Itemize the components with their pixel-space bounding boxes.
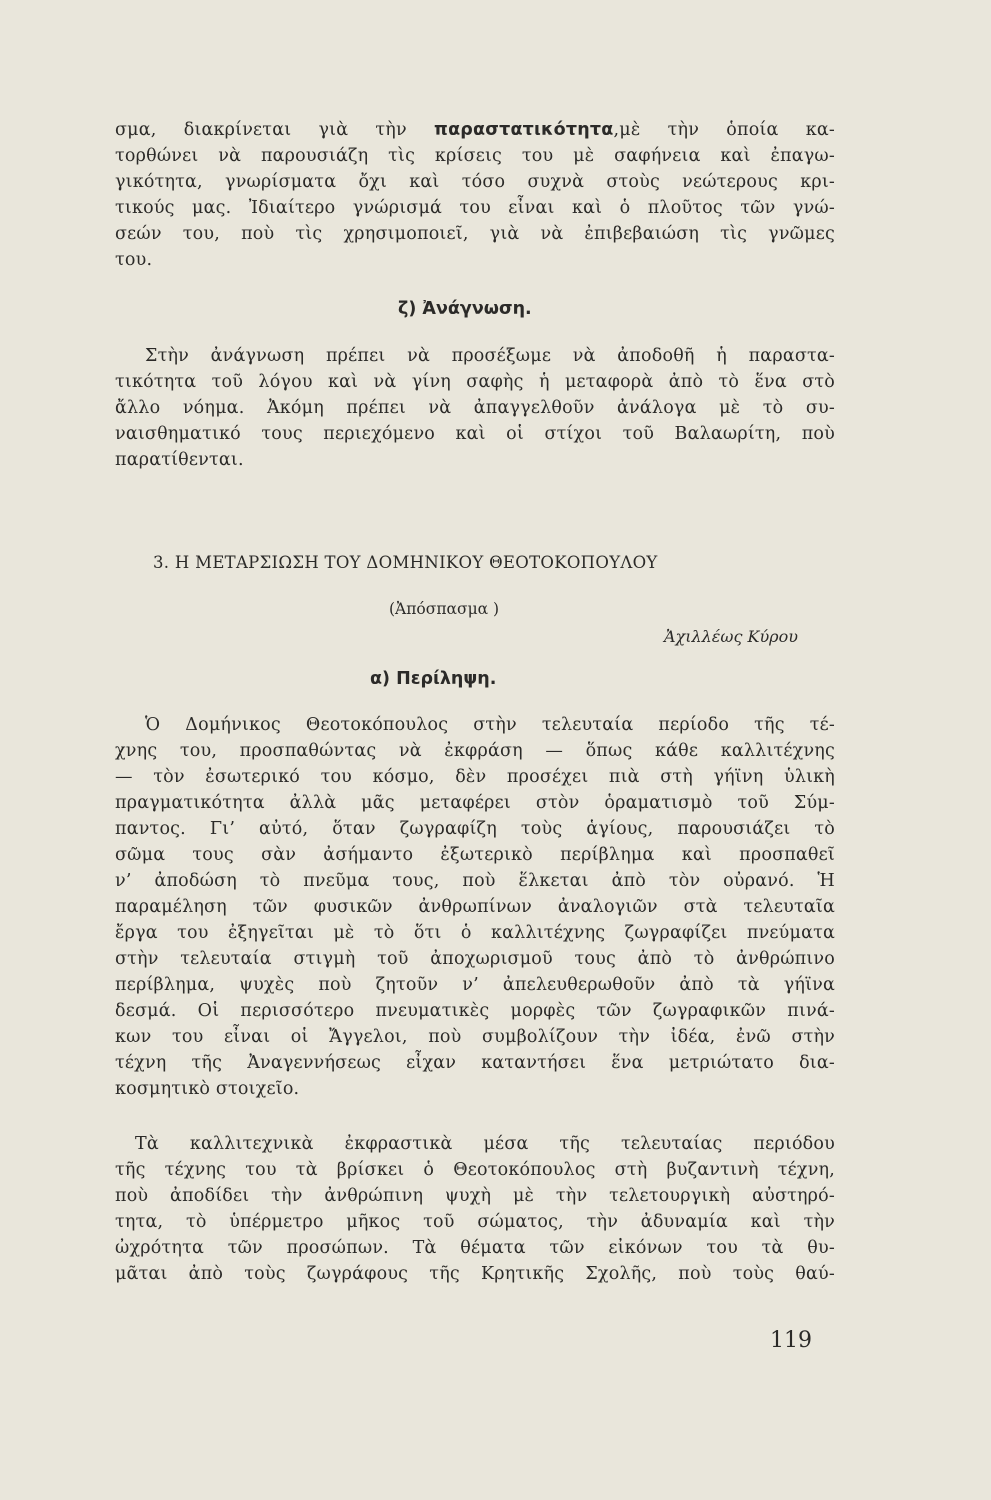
text-line: του. <box>115 250 153 270</box>
text-line: — τὸν ἐσωτερικό του κόσμο, δὲν προσέχει πιὰ στὴ γήϊνη ὑλικὴ <box>115 767 835 787</box>
text-line: ν’ ἀποδώση τὸ πνεῦμα τους, ποὺ ἕλκεται ἀπὸ τὸν οὐρανό. Ἡ <box>115 871 835 891</box>
text-line: τορθώνει νὰ παρουσιάζη τὶς κρίσεις του μὲ σαφήνεια καὶ ἐπαγω- <box>115 146 835 166</box>
text-line: χνης του, προσπαθώντας νὰ ἐκφράση — ὅπως κάθε καλλιτέχνης <box>115 741 835 761</box>
text-line: ἔργα του ἐξηγεῖται μὲ τὸ ὅτι ὁ καλλιτέχνης ζωγραφίζει πνεύματα <box>115 923 835 943</box>
text-line: περίβλημα, ψυχὲς ποὺ ζητοῦν ν’ ἀπελευθερωθοῦν ἀπὸ τὰ γήϊνα <box>115 975 835 995</box>
text-line: ποὺ ἀποδίδει τὴν ἀνθρώπινη ψυχὴ μὲ τὴν τελετουργικὴ αὐστηρό- <box>115 1186 835 1206</box>
author-name: Ἀχιλλέως Κύρου <box>664 627 798 646</box>
text-line: σμα, διακρίνεται γιὰ τὴν παραστατικότητα,μὲ τὴν ὁποία κα- <box>115 120 835 140</box>
text-line: δεσμά. Οἱ περισσότερο πνευματικὲς μορφὲς τῶν ζωγραφικῶν πινά- <box>115 1001 835 1021</box>
text-line: ἄλλο νόημα. Ἀκόμη πρέπει νὰ ἀπαγγελθοῦν ἀνάλογα μὲ τὸ συ- <box>115 398 835 418</box>
section-title: 3. Η ΜΕΤΑΡΣΙΩΣΗ ΤΟΥ ΔΟΜΗΝΙΚΟΥ ΘΕΟΤΟΚΟΠΟΥΛΟΥ <box>153 553 658 572</box>
subsection-heading-summary: α) Περίληψη. <box>370 669 497 689</box>
text-line: τητα, τὸ ὑπέρμετρο μῆκος τοῦ σώματος, τὴν ἀδυναμία καὶ τὴν <box>115 1212 835 1232</box>
text-line: Ὁ Δομήνικος Θεοτοκόπουλος στὴν τελευταία περίοδο τῆς τέ- <box>145 715 835 735</box>
text-line: τικότητα τοῦ λόγου καὶ νὰ γίνη σαφὴς ἡ μεταφορὰ ἀπὸ τὸ ἕνα στὸ <box>115 372 835 392</box>
text-line: τέχνη τῆς Ἀναγεννήσεως εἶχαν καταντήσει ἕνα μετριώτατο δια- <box>115 1053 835 1073</box>
excerpt-label: (Ἀπόσπασμα ) <box>389 600 500 618</box>
text-line: ναισθηματικό τους περιεχόμενο καὶ οἱ στίχοι τοῦ Βαλαωρίτη, ποὺ <box>115 424 835 444</box>
text-line: γικότητα, γνωρίσματα ὄχι καὶ τόσο συχνὰ στοὺς νεώτερους κρι- <box>115 172 835 192</box>
text-line: ὠχρότητα τῶν προσώπων. Τὰ θέματα τῶν εἰκόνων του τὰ θυ- <box>115 1238 835 1258</box>
page-number: 119 <box>770 1328 812 1353</box>
text-line: σῶμα τους σὰν ἀσήμαντο ἐξωτερικὸ περίβλημα καὶ προσπαθεῖ <box>115 845 835 865</box>
text-line: σεών του, ποὺ τὶς χρησιμοποιεῖ, γιὰ νὰ ἐπιβεβαιώση τὶς γνῶμες <box>115 224 835 244</box>
text-line: τικούς μας. Ἰδιαίτερο γνώρισμά του εἶναι καὶ ὁ πλοῦτος τῶν γνώ- <box>115 198 835 218</box>
text-line: πραγματικότητα ἀλλὰ μᾶς μεταφέρει στὸν ὁραματισμὸ τοῦ Σύμ- <box>115 793 835 813</box>
text-line: παντος. Γι’ αὐτό, ὅταν ζωγραφίζη τοὺς ἁγίους, παρουσιάζει τὸ <box>115 819 835 839</box>
text-line: κοσμητικὸ στοιχεῖο. <box>115 1079 300 1099</box>
text-line: Στὴν ἀνάγνωση πρέπει νὰ προσέξωμε νὰ ἀποδοθῆ ἡ παραστα- <box>145 346 835 366</box>
subsection-heading-reading: ζ) Ἀνάγνωση. <box>398 299 532 319</box>
text-line: μᾶται ἀπὸ τοὺς ζωγράφους τῆς Κρητικῆς Σχολῆς, ποὺ τοὺς θαύ- <box>115 1264 835 1284</box>
emphasized-term: παραστατικότητα <box>434 120 614 140</box>
text-line: κων του εἶναι οἱ Ἄγγελοι, ποὺ συμβολίζουν τὴν ἰδέα, ἐνῶ στὴν <box>115 1027 835 1047</box>
text-line: στὴν τελευταία στιγμὴ τοῦ ἀποχωρισμοῦ τους ἀπὸ τὸ ἀνθρώπινο <box>115 949 835 969</box>
text-line: παραμέληση τῶν φυσικῶν ἀνθρωπίνων ἀναλογιῶν στὰ τελευταῖα <box>115 897 835 917</box>
text-line: παρατίθενται. <box>115 450 244 470</box>
text-line: Τὰ καλλιτεχνικὰ ἐκφραστικὰ μέσα τῆς τελευταίας περιόδου <box>135 1134 835 1154</box>
text-line: τῆς τέχνης του τὰ βρίσκει ὁ Θεοτοκόπουλος στὴ βυζαντινὴ τέχνη, <box>115 1160 835 1180</box>
